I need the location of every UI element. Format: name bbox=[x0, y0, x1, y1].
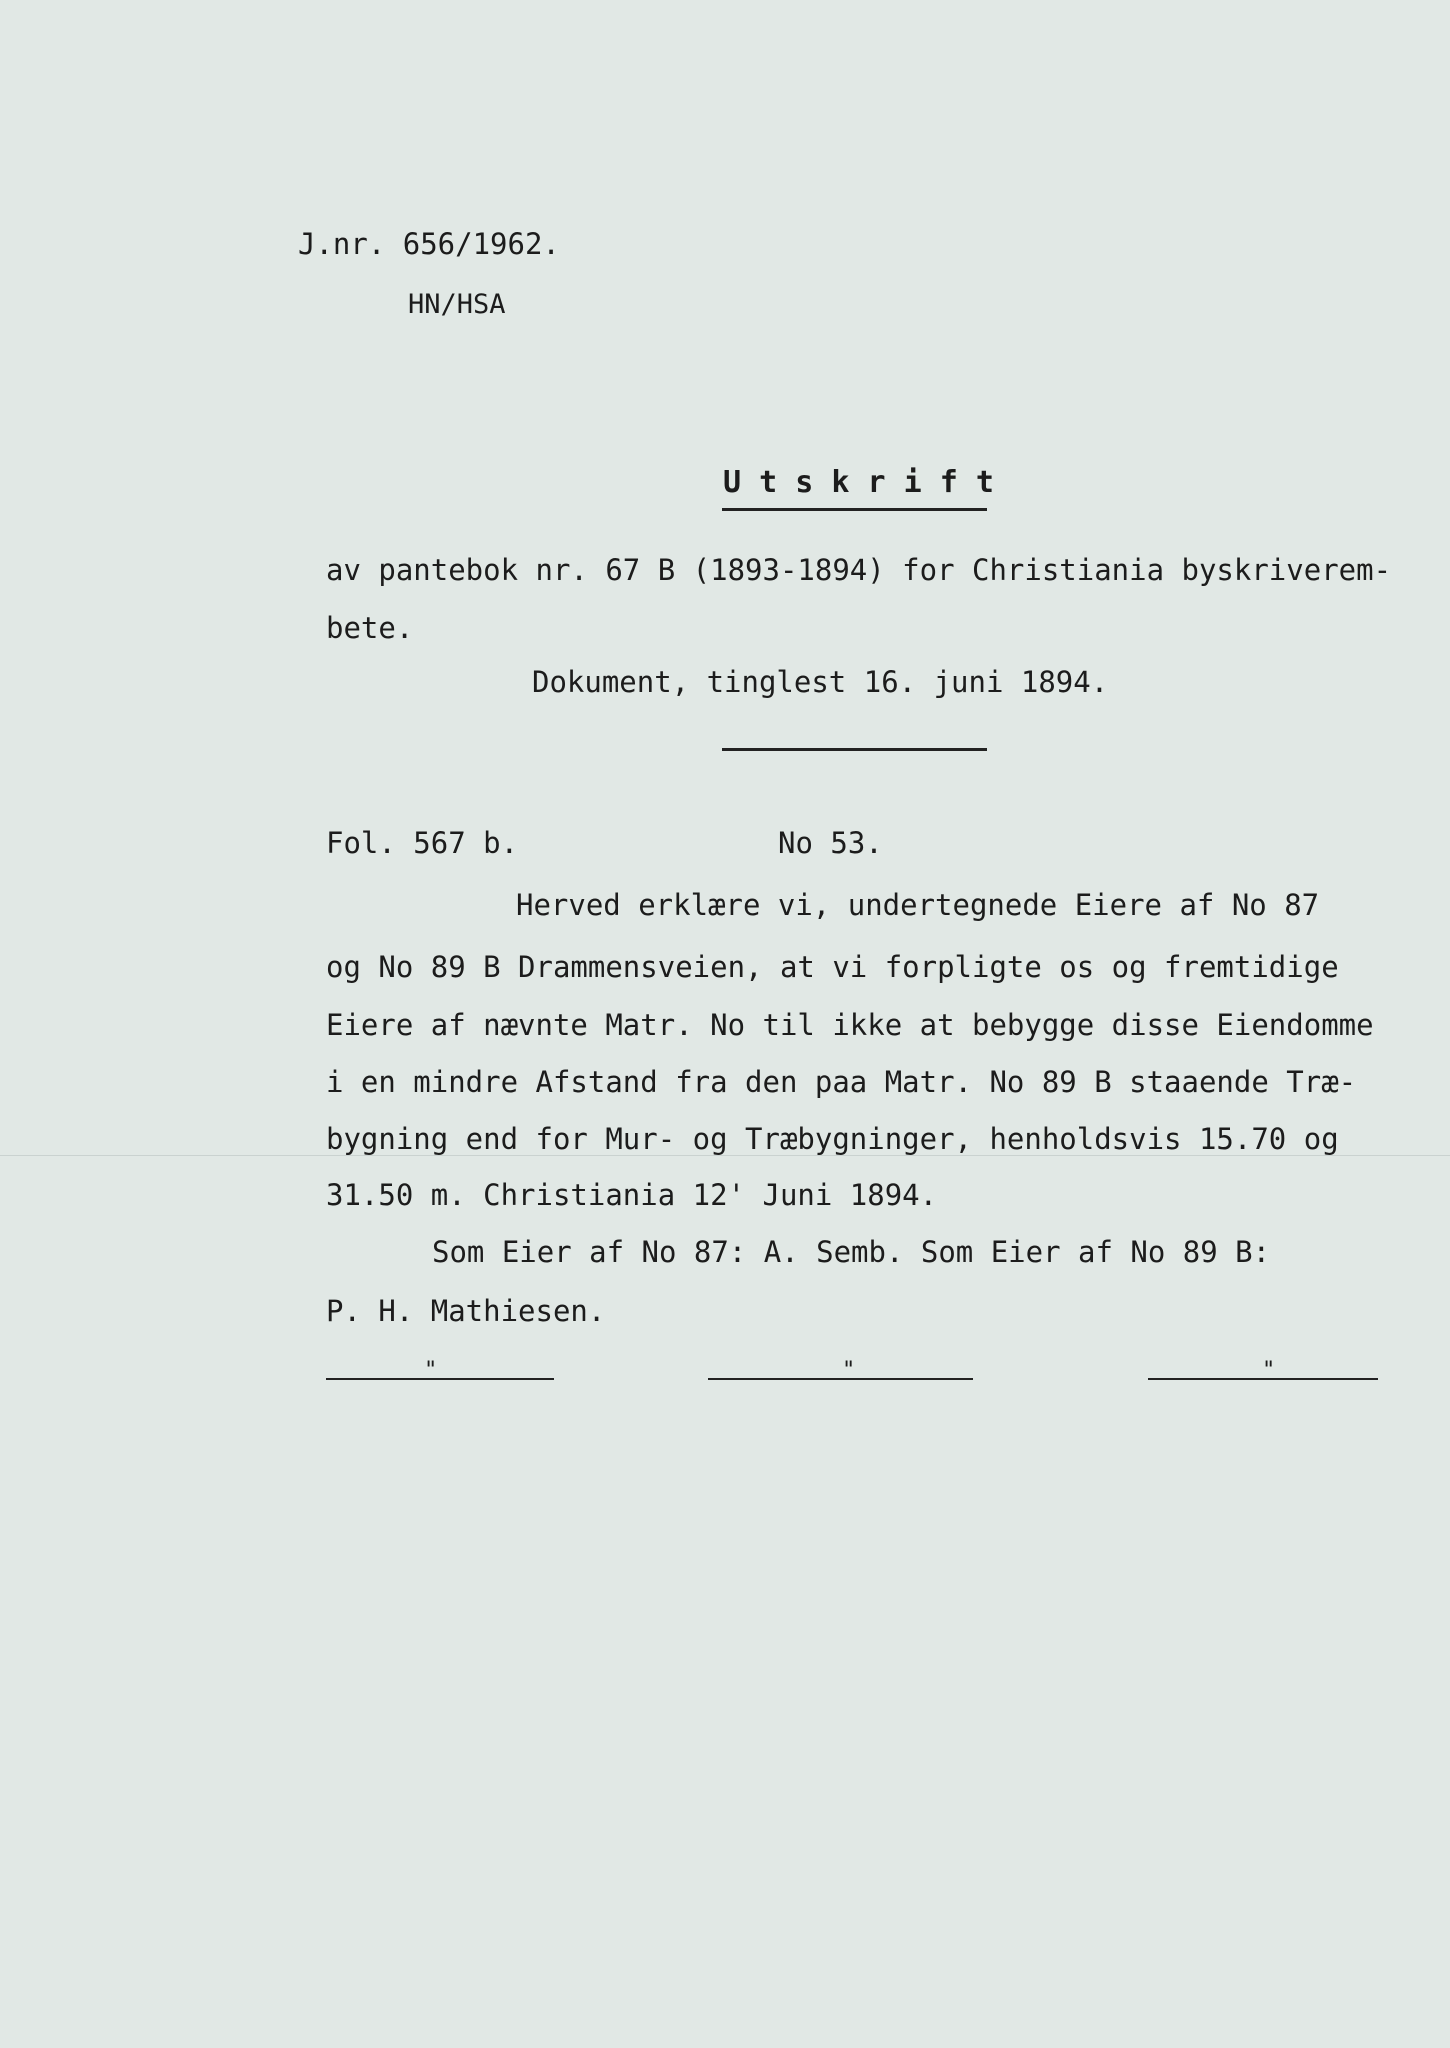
ditto-mark-right: " bbox=[1262, 1358, 1276, 1383]
title-underline bbox=[722, 508, 987, 511]
journal-number: J.nr. 656/1962. bbox=[298, 227, 560, 261]
body-line-1: Herved erklære vi, undertegnede Eiere af No 87 bbox=[516, 888, 1320, 922]
folio-reference: Fol. 567 b. bbox=[326, 826, 519, 860]
initials: HN/HSA bbox=[408, 289, 506, 320]
body-line-5: bygning end for Mur- og Træbygninger, henholdsvis 15.70 og bbox=[326, 1122, 1339, 1156]
body-line-2: og No 89 B Drammensveien, at vi forpligte os og fremtidige bbox=[326, 950, 1339, 984]
signature-line-2: P. H. Mathiesen. bbox=[326, 1294, 606, 1328]
signature-line-1: Som Eier af No 87: A. Semb. Som Eier af No 89 B: bbox=[432, 1235, 1271, 1269]
section-separator bbox=[722, 748, 987, 751]
document-number: No 53. bbox=[778, 826, 883, 860]
closing-line-center bbox=[708, 1378, 973, 1380]
ditto-mark-left: " bbox=[424, 1358, 438, 1383]
document-title: U t s k r i f t bbox=[723, 465, 994, 500]
intro-line-2: bete. bbox=[326, 611, 414, 645]
ditto-mark-center: " bbox=[842, 1358, 856, 1383]
intro-line-1: av pantebok nr. 67 B (1893-1894) for Christiania byskriverem- bbox=[326, 553, 1392, 587]
body-line-3: Eiere af nævnte Matr. No til ikke at bebygge disse Eiendomme bbox=[326, 1008, 1374, 1042]
body-line-4: i en mindre Afstand fra den paa Matr. No 89 B staaende Træ- bbox=[326, 1065, 1357, 1099]
document-registration-date: Dokument, tinglest 16. juni 1894. bbox=[532, 665, 1109, 699]
body-line-6: 31.50 m. Christiania 12' Juni 1894. bbox=[326, 1178, 938, 1212]
closing-line-left bbox=[326, 1378, 554, 1380]
